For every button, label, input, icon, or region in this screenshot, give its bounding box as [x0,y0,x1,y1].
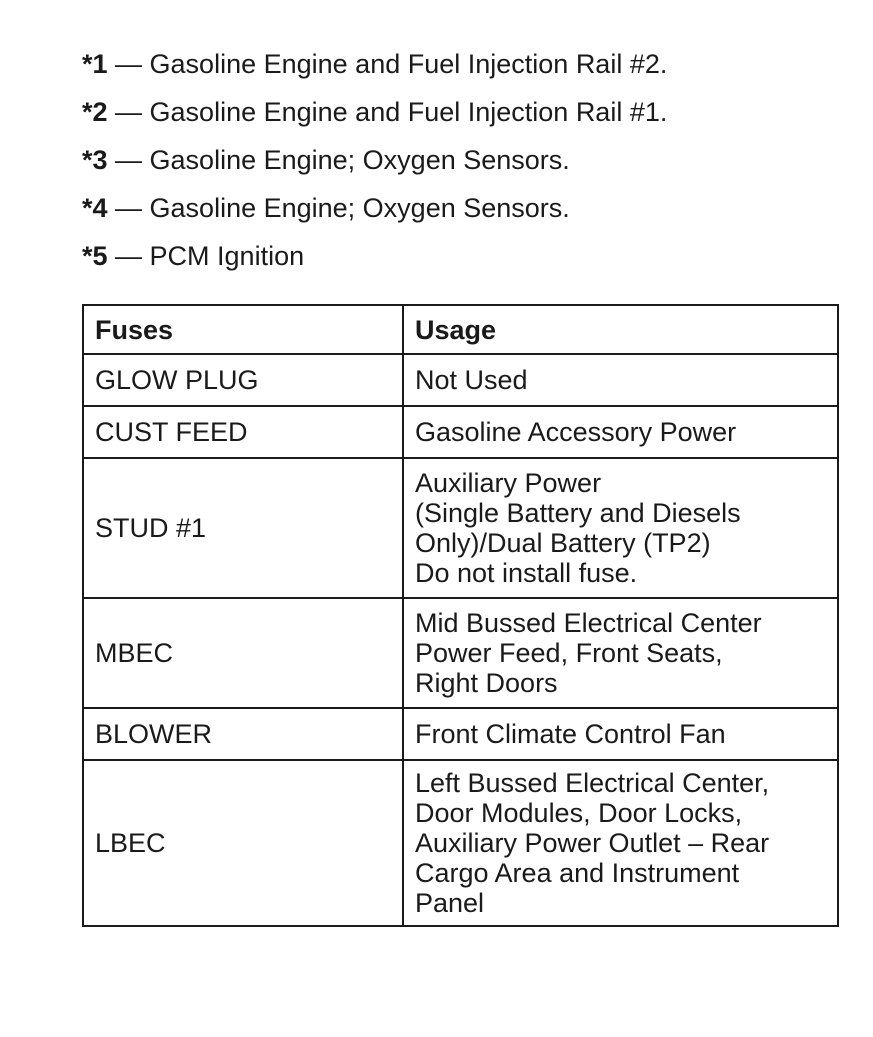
usage-line: Auxiliary Power Outlet – Rear [415,828,770,858]
footnote-2 [82,88,667,136]
fuse-name-cell: GLOW PLUG [83,354,403,406]
usage-line: Power Feed, Front Seats, [415,638,723,668]
table-header-row [83,305,838,354]
footnote-marker: *4 [82,193,108,223]
usage-line: Left Bussed Electrical Center, [415,768,770,798]
table-row [83,598,838,708]
footnote-list [82,40,667,280]
column-header-usage: Usage [403,305,838,354]
usage-cell [403,354,838,406]
usage-line: (Single Battery and Diesels [415,498,741,528]
usage-line: Auxiliary Power [415,468,602,498]
fuse-name-cell: LBEC [83,760,403,926]
footnote-3 [82,136,667,184]
footnote-marker: *1 [82,49,108,79]
footnote-5 [82,232,667,280]
footnote-text: — Gasoline Engine; Oxygen Sensors. [107,193,570,223]
column-header-fuses: Fuses [83,305,403,354]
table-row [83,760,838,926]
footnote-1 [82,40,667,88]
footnote-text: — Gasoline Engine; Oxygen Sensors. [107,145,570,175]
table-row [83,708,838,760]
usage-cell [403,708,838,760]
usage-line: Not Used [415,365,528,395]
footnote-text: — Gasoline Engine and Fuel Injection Rail #2. [107,49,668,79]
usage-line: Only)/Dual Battery (TP2) [415,528,711,558]
usage-cell [403,598,838,708]
table-row [83,458,838,598]
usage-cell [403,458,838,598]
usage-line: Mid Bussed Electrical Center [415,608,762,638]
footnote-text: — PCM Ignition [107,241,305,271]
usage-line: Right Doors [415,668,558,698]
usage-line: Door Modules, Door Locks, [415,798,743,828]
footnote-marker: *2 [82,97,108,127]
footnote-text: — Gasoline Engine and Fuel Injection Rail #1. [107,97,668,127]
usage-line: Do not install fuse. [415,558,638,588]
fuse-name-cell: MBEC [83,598,403,708]
fuse-usage-table [82,304,839,927]
fuse-name-cell: CUST FEED [83,406,403,458]
fuse-name-cell: BLOWER [83,708,403,760]
usage-cell [403,406,838,458]
usage-cell [403,760,838,926]
footnote-marker: *5 [82,241,108,271]
usage-line: Panel [415,888,485,918]
footnote-marker: *3 [82,145,108,175]
usage-line: Cargo Area and Instrument [415,858,740,888]
usage-line: Front Climate Control Fan [415,719,726,749]
usage-line: Gasoline Accessory Power [415,417,737,447]
fuse-name-cell: STUD #1 [83,458,403,598]
table-row [83,406,838,458]
table-row [83,354,838,406]
footnote-4 [82,184,667,232]
